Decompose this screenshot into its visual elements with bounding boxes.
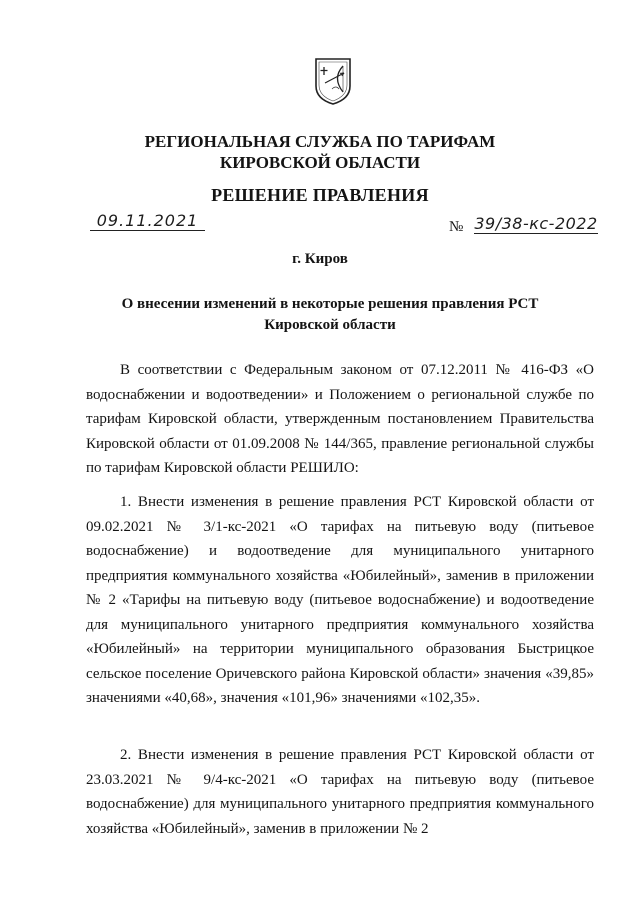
number-sign: № xyxy=(449,219,464,235)
city-name: г. Киров xyxy=(292,251,348,267)
document-title: РЕШЕНИЕ ПРАВЛЕНИЯ xyxy=(211,185,429,205)
coat-of-arms-emblem xyxy=(313,56,353,106)
preamble-block xyxy=(86,358,594,481)
decision-subject: О внесении изменений в некоторые решения правления РСТ Кировской области xyxy=(121,296,539,333)
decision-date: 09.11.2021 xyxy=(90,211,205,231)
preamble-paragraph: В соответствии с Федеральным законом от 07.12.2011 № 416-ФЗ «О водоснабжении и водоотведении» и Положением о региональной службе по тарифам Кировской области, утвержденным постановлением Правительства Кировской области от 01.09.2008 № 144/365, правление региональной службы по тарифам Кировской области РЕШИЛО: xyxy=(86,362,594,476)
organization-name-line1: РЕГИОНАЛЬНАЯ СЛУЖБА ПО ТАРИФАМ xyxy=(144,132,496,151)
decision-item-2: 2. Внести изменения в решение правления РСТ Кировской области от 23.03.2021 № 9/4-кс-2021 «О тарифах на питьевую воду (питьевое водоснабжение) для муниципального унитарного предприятия коммунального хозяйства «Юбилейный», заменив в приложении № 2 xyxy=(86,747,594,837)
item-2-block xyxy=(86,743,594,841)
decision-item-1: 1. Внести изменения в решение правления РСТ Кировской области от 09.02.2021 № 3/1-кс-2021 «О тарифах на питьевую воду (питьевое водоснабжение) и водоотведение для муниципального унитарного предприятия коммунального хозяйства «Юбилейный», заменив в приложении № 2 «Тарифы на питьевую воду (питьевое водоснабжение) и водоотведение для муниципального унитарного предприятия коммунального хозяйства «Юбилейный» на территории муниципального образования Быстрицкое сельское поселение Оричевского района Кировской области» значения «39,85» значениями «40,68», значения «101,96» значениями «102,35». xyxy=(86,494,594,706)
decision-number: 39/38-кс-2022 xyxy=(474,214,598,233)
item-1-block xyxy=(86,490,594,711)
organization-name-line2: КИРОВСКОЙ ОБЛАСТИ xyxy=(219,153,421,172)
